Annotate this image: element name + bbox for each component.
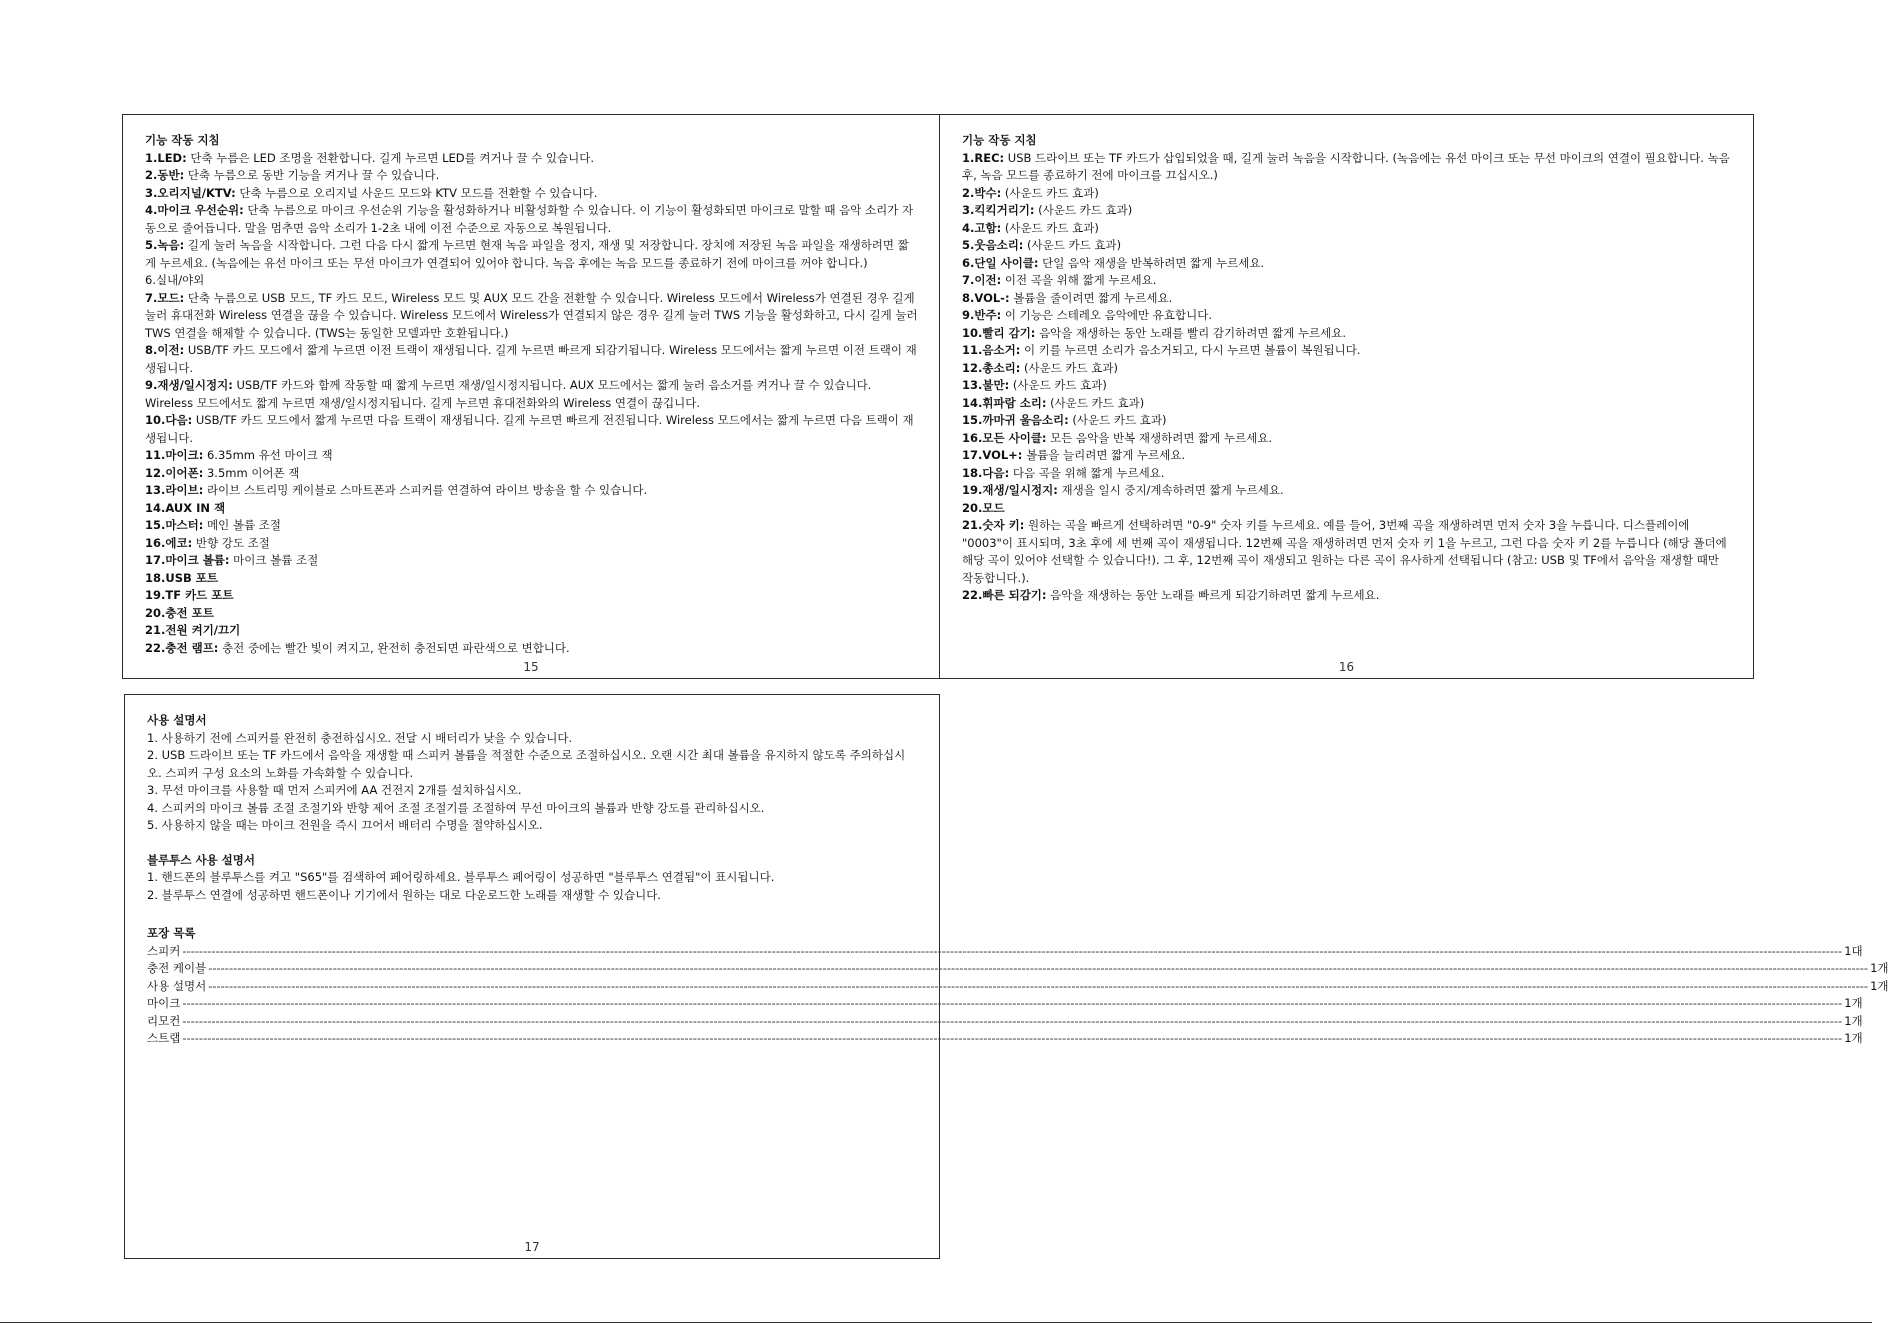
function-item-label: 13.라이브: [145, 483, 204, 497]
page-17-content [147, 712, 1889, 1048]
function-item-label: 19.TF 카드 포트 [145, 588, 234, 602]
function-item-text: 이 기능은 스테레오 음악에만 유효합니다. [1001, 308, 1212, 322]
function-item-label: 18.다음: [962, 465, 1010, 480]
function-item [962, 412, 1733, 430]
dotted-leader: ---------------------------------------------------------------------------------------------------------------------------------------------------------------------------------------------------------------------------------------------------------------------------------------------------------------------------------------------------------------------------------------------------------------- [182, 996, 1843, 1010]
packing-list-title: 포장 목록 [147, 926, 196, 940]
function-item [145, 640, 919, 658]
function-item-label: 21.숫자 키: [962, 518, 1025, 532]
function-item-label: 15.까마귀 울음소리: [962, 413, 1069, 427]
function-item [962, 395, 1733, 413]
page-number-17: 17 [524, 1240, 540, 1254]
function-item-label: 17.마이크 볼륨: [145, 553, 230, 567]
packing-list-row [147, 943, 1863, 961]
page-15-content [145, 132, 919, 657]
usage-item: 3. 무선 마이크를 사용할 때 먼저 스피커에 AA 건전지 2개를 설치하십시오. [147, 783, 522, 797]
packing-item-name: 충전 케이블 [147, 961, 207, 975]
function-item [962, 465, 1733, 483]
function-item-text: 충전 중에는 빨간 빛이 켜지고, 완전히 충전되면 파란색으로 변합니다. [218, 640, 570, 655]
function-item-label: 13.불만: [962, 378, 1010, 392]
function-item-text: 3.5mm 이어폰 잭 [203, 465, 300, 480]
function-item [145, 185, 919, 203]
function-item-text: 볼륨을 줄이려면 짧게 누르세요. [1009, 290, 1173, 305]
function-item-text: 마이크 볼륨 조절 [229, 553, 319, 567]
bluetooth-title: 블루투스 사용 설명서 [147, 852, 255, 867]
function-item [145, 237, 919, 272]
function-item [145, 552, 919, 570]
packing-item-name: 사용 설명서 [147, 978, 207, 993]
function-item-text: 반향 강도 조절 [192, 535, 270, 550]
function-item [145, 587, 919, 605]
function-item-text: USB/TF 카드 모드에서 짧게 누르면 이전 트랙이 재생됩니다. 길게 누르면 빠르게 되감기됩니다. Wireless 모드에서는 짧게 누르면 이전 트랙이 재생됩니다. [145, 343, 917, 375]
function-item [145, 622, 919, 640]
function-item-label: 16.모든 사이클: [962, 430, 1047, 445]
function-item [145, 202, 919, 237]
function-item-label: 18.USB 포트 [145, 570, 218, 585]
dotted-leader: ---------------------------------------------------------------------------------------------------------------------------------------------------------------------------------------------------------------------------------------------------------------------------------------------------------------------------------------------------------------------------------------------------------------- [208, 978, 1869, 993]
function-item [962, 447, 1733, 465]
function-item-label: 1.REC: [962, 150, 1005, 165]
packing-item-name: 마이크 [147, 996, 181, 1010]
packing-item-name: 스트랩 [147, 1031, 181, 1045]
packing-item-name: 스피커 [147, 943, 181, 958]
function-item-label: 22.빠른 되감기: [962, 588, 1047, 602]
dotted-leader: ---------------------------------------------------------------------------------------------------------------------------------------------------------------------------------------------------------------------------------------------------------------------------------------------------------------------------------------------------------------------------------------------------------------- [182, 943, 1843, 958]
function-item [145, 167, 919, 185]
function-item-label: 4.고함: [962, 220, 1002, 235]
function-item-label: 14.AUX IN 잭 [145, 500, 226, 515]
function-item-label: 14.휘파람 소리: [962, 395, 1047, 410]
function-item-text: USB/TF 카드와 함께 작동할 때 짧게 누르면 재생/일시정지됩니다. AUX 모드에서는 짧게 눌러 음소거를 켜거나 끌 수 있습니다. Wireless 모드에서도 짧게 누르면 재생/일시정지됩니다. 길게 누르면 휴대전화와의 Wireless 연결이 끊깁니다. [145, 378, 872, 410]
function-item-text: 음악을 재생하는 동안 노래를 빨리 감기하려면 짧게 누르세요. [1035, 325, 1347, 340]
function-item-label: 7.모드: [145, 290, 185, 305]
manual-page-16 [939, 114, 1754, 679]
packing-list-row [147, 978, 1889, 996]
packing-list-row [147, 995, 1863, 1013]
page-15-title: 기능 작동 지침 [145, 133, 220, 147]
page-number-15: 15 [523, 660, 539, 674]
dotted-leader: ---------------------------------------------------------------------------------------------------------------------------------------------------------------------------------------------------------------------------------------------------------------------------------------------------------------------------------------------------------------------------------------------------------------- [182, 1013, 1843, 1028]
function-item-text: 길게 눌러 녹음을 시작합니다. 그런 다음 다시 짧게 누르면 현재 녹음 파일을 정지, 재생 및 저장합니다. 장치에 저장된 녹음 파일을 재생하려면 짧게 누르세요. (녹음에는 유선 마이크 또는 무선 마이크가 연결되어 있어야 합니다. 녹음 후에는 녹음 모드를 종료하기 전에 마이크를 꺼야 합니다.) [145, 238, 909, 270]
function-item-label: 4.마이크 우선순위: [145, 203, 244, 217]
function-item-label: 21.전원 켜기/끄기 [145, 623, 241, 637]
function-item [962, 587, 1733, 605]
function-item [962, 255, 1733, 273]
function-item-label: 2.동반: [145, 168, 185, 182]
function-item-text: (사운드 카드 효과) [1046, 395, 1145, 410]
function-item [962, 185, 1733, 203]
manual-page-17 [124, 694, 1889, 1259]
function-item [962, 430, 1733, 448]
function-item-text: 이전 곡을 위해 짧게 누르세요. [1001, 273, 1157, 287]
function-item [962, 307, 1733, 325]
function-item-label: 9.반주: [962, 308, 1002, 322]
function-item-text: 볼륨을 늘리려면 짧게 누르세요. [1022, 448, 1186, 462]
function-item [962, 517, 1733, 587]
page-bottom-rule [0, 1322, 1872, 1323]
function-item-text: (사운드 카드 효과) [1020, 360, 1119, 375]
function-item [145, 517, 919, 535]
function-item [145, 482, 919, 500]
packing-list-row [147, 960, 1889, 978]
function-item-text: USB/TF 카드 모드에서 짧게 누르면 다음 트랙이 재생됩니다. 길게 누르면 빠르게 전진됩니다. Wireless 모드에서는 짧게 누르면 다음 트랙이 재생됩니다. [145, 413, 914, 445]
function-item [145, 605, 919, 623]
page-number-16: 16 [1338, 660, 1355, 674]
function-list-15 [145, 150, 919, 658]
function-item-label: 17.VOL+: [962, 448, 1023, 462]
function-item [145, 412, 919, 447]
function-item [962, 220, 1733, 238]
function-item [145, 342, 919, 377]
function-item-text: 재생을 일시 중지/계속하려면 짧게 누르세요. [1057, 483, 1284, 497]
function-item-text: (사운드 카드 효과) [1009, 378, 1107, 392]
function-item [962, 482, 1733, 500]
function-item [962, 500, 1733, 518]
function-item-label: 12.이어폰: [145, 465, 204, 480]
function-item [962, 342, 1733, 360]
usage-list [147, 730, 919, 835]
function-item-label: 5.녹음: [145, 238, 185, 252]
function-item-text: 단일 음악 재생을 반복하려면 짧게 누르세요. [1038, 255, 1265, 270]
packing-item-quantity: 1개 [1844, 1013, 1863, 1028]
function-item-text: USB 드라이브 또는 TF 카드가 삽입되었을 때, 길게 눌러 녹음을 시작합니다. (녹음에는 유선 마이크 또는 무선 마이크의 연결이 필요합니다. 녹음 후, 녹음 모드를 종료하기 전에 마이크를 끄십시오.) [962, 150, 1730, 182]
packing-list-row [147, 1030, 1863, 1048]
function-item-label: 2.박수: [962, 185, 1002, 200]
packing-item-quantity: 1개 [1870, 978, 1889, 993]
function-item-label: 10.다음: [145, 413, 193, 427]
function-item-text: 6.실내/야외 [145, 273, 205, 287]
function-item-text: 다음 곡을 위해 짧게 누르세요. [1009, 465, 1165, 480]
function-item-text: 라이브 스트리밍 케이블로 스마트폰과 스피커를 연결하여 라이브 방송을 할 수 있습니다. [203, 483, 648, 497]
function-item-label: 3.킥킥거리기: [962, 203, 1035, 217]
function-item [962, 325, 1733, 343]
dotted-leader: ---------------------------------------------------------------------------------------------------------------------------------------------------------------------------------------------------------------------------------------------------------------------------------------------------------------------------------------------------------------------------------------------------------------- [182, 1031, 1843, 1045]
function-item [145, 150, 919, 168]
packing-item-quantity: 1대 [1844, 943, 1863, 958]
function-item-text: 단축 누름으로 USB 모드, TF 카드 모드, Wireless 모드 및 AUX 모드 간을 전환할 수 있습니다. Wireless 모드에서 Wireless가 연결된 경우 길게 눌러 휴대전화 Wireless 연결을 끊을 수 있습니다. Wireless 모드에서 Wireless가 연결되지 않은 경우 길게 눌러 TWS 기능을 활성화하고, 다시 길게 눌러 TWS 연결을 해제할 수 있습니다. (TWS는 동일한 모델과만 호환됩니다.) [145, 290, 918, 340]
function-item-label: 1.LED: [145, 150, 187, 165]
bluetooth-list [147, 869, 919, 904]
dotted-leader: ---------------------------------------------------------------------------------------------------------------------------------------------------------------------------------------------------------------------------------------------------------------------------------------------------------------------------------------------------------------------------------------------------------------- [208, 961, 1869, 975]
function-item-text: 6.35mm 유선 마이크 잭 [203, 448, 333, 462]
function-item [962, 272, 1733, 290]
function-item [145, 570, 919, 588]
function-item-label: 10.빨리 감기: [962, 325, 1036, 340]
function-item [962, 150, 1733, 185]
function-item-label: 11.음소거: [962, 343, 1021, 357]
bluetooth-item: 1. 핸드폰의 블루투스를 켜고 "S65"를 검색하여 페어링하세요. 블루투스 페어링이 성공하면 "블루투스 연결됨"이 표시됩니다. [147, 870, 775, 884]
function-item-text: 메인 볼륨 조절 [203, 518, 281, 532]
function-item-text: 단축 누름으로 동반 기능을 켜거나 끌 수 있습니다. [184, 168, 440, 182]
function-item-label: 19.재생/일시정지: [962, 483, 1058, 497]
function-item-label: 16.에코: [145, 535, 193, 550]
manual-page-15 [122, 114, 940, 679]
function-item [145, 290, 919, 343]
function-item-label: 11.마이크: [145, 448, 204, 462]
function-item-text: (사운드 카드 효과) [1068, 413, 1167, 427]
usage-title: 사용 설명서 [147, 713, 207, 727]
function-item-label: 8.이전: [145, 343, 185, 357]
function-item [145, 272, 919, 290]
function-item-label: 12.총소리: [962, 360, 1021, 375]
function-item-label: 20.충전 포트 [145, 605, 214, 620]
bluetooth-item: 2. 블루투스 연결에 성공하면 핸드폰이나 기기에서 원하는 대로 다운로드한 노래를 재생할 수 있습니다. [147, 887, 661, 902]
packing-item-quantity: 1개 [1844, 1031, 1863, 1045]
function-item-text: (사운드 카드 효과) [1001, 185, 1099, 200]
usage-item: 4. 스피커의 마이크 볼륨 조절 조절기와 반향 제어 조절 조절기를 조절하여 무선 마이크의 볼륨과 반향 강도를 관리하십시오. [147, 800, 765, 815]
function-item-label: 22.충전 램프: [145, 640, 219, 655]
function-item-label: 6.단일 사이클: [962, 255, 1039, 270]
function-item-text: (사운드 카드 효과) [1001, 220, 1099, 235]
function-item-label: 3.오리지널/KTV: [145, 185, 236, 200]
function-item-text: 단축 누름은 LED 조명을 전환합니다. 길게 누르면 LED를 켜거나 끌 수 있습니다. [186, 150, 594, 165]
page-16-content [962, 132, 1733, 605]
function-item [962, 202, 1733, 220]
function-item [962, 237, 1733, 255]
packing-list-row [147, 1013, 1863, 1031]
page-16-title: 기능 작동 지침 [962, 133, 1037, 147]
function-item [145, 465, 919, 483]
function-item-text: 이 키를 누르면 소리가 음소거되고, 다시 누르면 볼륨이 복원됩니다. [1020, 343, 1361, 357]
function-item [145, 500, 919, 518]
usage-item: 2. USB 드라이브 또는 TF 카드에서 음악을 재생할 때 스피커 볼륨을 적절한 수준으로 조절하십시오. 오랜 시간 최대 볼륨을 유지하지 않도록 주의하십시오. 스피커 구성 요소의 노화를 가속화할 수 있습니다. [147, 748, 906, 780]
function-item-label: 5.웃음소리: [962, 238, 1024, 252]
function-item-text: 모든 음악을 반복 재생하려면 짧게 누르세요. [1046, 430, 1273, 445]
function-item [145, 447, 919, 465]
packing-list [147, 943, 1889, 1048]
packing-item-name: 리모컨 [147, 1013, 181, 1028]
function-item-text: 원하는 곡을 빠르게 선택하려면 "0-9" 숫자 키를 누르세요. 예를 들어, 3번째 곡을 재생하려면 먼저 숫자 3을 누릅니다. 디스플레이에 "0003"이 표시되며, 3초 후에 세 번째 곡이 재생됩니다. 12번째 곡을 재생하려면 먼저 숫자 키 1을 누르고, 그런 다음 숫자 키 2를 누릅니다 (해당 폴더에 해당 곡이 있어야 선택할 수 있습니다!). 그 후, 12번째 곡이 재생되고 원하는 다른 곡이 유사하게 선택됩니다 (참고: USB 및 TF에서 음악을 재생할 때만 작동합니다.). [962, 518, 1727, 585]
function-item-text: (사운드 카드 효과) [1023, 238, 1122, 252]
usage-item: 1. 사용하기 전에 스피커를 완전히 충전하십시오. 전달 시 배터리가 낮을 수 있습니다. [147, 730, 573, 745]
function-item [962, 360, 1733, 378]
function-item-text: 단축 누름으로 마이크 우선순위 기능을 활성화하거나 비활성화할 수 있습니다. 이 기능이 활성화되면 마이크로 말할 때 음악 소리가 자동으로 줄어듭니다. 말을 멈추면 음악 소리가 1-2초 내에 이전 수준으로 자동으로 복원됩니다. [145, 203, 914, 235]
usage-item: 5. 사용하지 않을 때는 마이크 전원을 즉시 끄어서 배터리 수명을 절약하십시오. [147, 818, 543, 832]
function-list-16 [962, 150, 1733, 605]
function-item [145, 377, 919, 412]
function-item-text: 음악을 재생하는 동안 노래를 빠르게 되감기하려면 짧게 누르세요. [1046, 588, 1380, 602]
function-item [145, 535, 919, 553]
function-item-label: 7.이전: [962, 273, 1002, 287]
function-item-label: 9.재생/일시정지: [145, 378, 233, 392]
function-item-label: 15.마스터: [145, 518, 204, 532]
function-item-label: 8.VOL-: [962, 290, 1010, 305]
packing-item-quantity: 1개 [1844, 996, 1863, 1010]
function-item-text: (사운드 카드 효과) [1034, 203, 1133, 217]
function-item [962, 290, 1733, 308]
function-item [962, 377, 1733, 395]
packing-item-quantity: 1개 [1870, 961, 1889, 975]
function-item-text: 단축 누름으로 오리지널 사운드 모드와 KTV 모드를 전환할 수 있습니다. [235, 185, 598, 200]
function-item-label: 20.모드 [962, 500, 1005, 515]
